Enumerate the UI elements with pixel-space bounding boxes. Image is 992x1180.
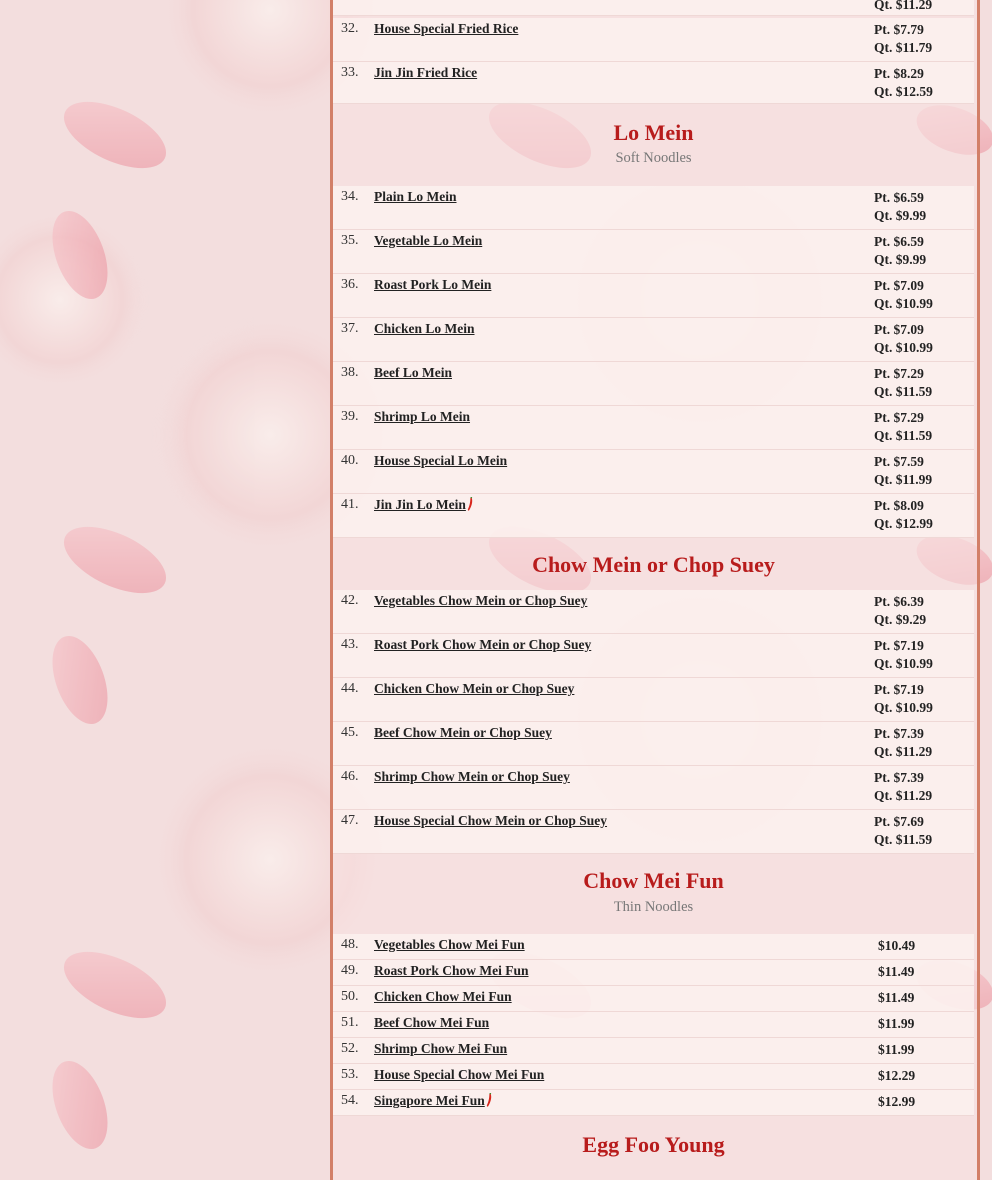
- section-header-egg-foo-young: [333, 1116, 974, 1176]
- menu-item-row: [333, 1064, 974, 1090]
- item-number: 51.: [341, 1015, 359, 1030]
- item-name-text: Roast Pork Chow Mein or Chop Suey: [374, 637, 592, 652]
- menu-item-row: [333, 62, 974, 104]
- menu-item-row: [333, 722, 974, 766]
- item-price-quart: Qt. $11.59: [874, 832, 933, 847]
- item-name-link[interactable]: [374, 769, 570, 785]
- item-number: 37.: [341, 321, 359, 336]
- item-name-text: Roast Pork Lo Mein: [374, 277, 492, 292]
- item-price-quart: Qt. $9.99: [874, 252, 927, 267]
- item-price-pint: Pt. $7.39: [874, 770, 924, 785]
- item-price-pint: Pt. $7.09: [874, 278, 924, 293]
- menu-item-row: [333, 934, 974, 960]
- item-price-pint: Pt. $6.59: [874, 234, 924, 249]
- item-number: 36.: [341, 277, 359, 292]
- item-name-link[interactable]: [374, 637, 591, 653]
- item-number: 32.: [341, 21, 359, 36]
- section-header-chow-mei-fun: [333, 854, 974, 934]
- item-number: 48.: [341, 937, 359, 952]
- menu-item-row: [333, 186, 974, 230]
- section-title: Lo Mein: [613, 120, 694, 145]
- section-subtitle: Soft Noodles: [615, 150, 692, 166]
- item-name-link[interactable]: [374, 1041, 507, 1057]
- item-price-pint: Pt. $7.79: [874, 22, 924, 37]
- menu-item-row: [333, 494, 974, 538]
- item-price: $11.49: [878, 990, 915, 1005]
- item-price: [874, 189, 926, 225]
- menu-item-row: [333, 810, 974, 854]
- item-number: 41.: [341, 497, 359, 512]
- menu-list: [333, 0, 974, 1176]
- section-title: Egg Foo Young: [582, 1132, 725, 1157]
- item-price-pint: Pt. $7.29: [874, 366, 924, 381]
- item-number: 54.: [341, 1093, 359, 1108]
- menu-item-row: [333, 986, 974, 1012]
- item-name-text: Jin Jin Lo Mein: [374, 497, 466, 512]
- item-number: 52.: [341, 1041, 359, 1056]
- item-name-link[interactable]: [374, 681, 574, 697]
- item-price: [874, 725, 932, 761]
- section-title: Chow Mein or Chop Suey: [532, 552, 775, 577]
- item-number: 53.: [341, 1067, 359, 1082]
- menu-item-row: [333, 406, 974, 450]
- item-number: 50.: [341, 989, 359, 1004]
- item-name-link[interactable]: [374, 277, 491, 293]
- item-name-text: Vegetables Chow Mei Fun: [374, 937, 525, 952]
- item-price: $11.99: [878, 1016, 915, 1031]
- menu-item-row: [333, 318, 974, 362]
- item-price: $10.49: [878, 938, 916, 953]
- item-number: 42.: [341, 593, 359, 608]
- item-price-quart: Qt. $10.99: [874, 700, 933, 715]
- item-price-pint: Pt. $7.69: [874, 814, 924, 829]
- item-number: 46.: [341, 769, 359, 784]
- item-name-link[interactable]: [374, 813, 607, 829]
- item-name-link[interactable]: [374, 963, 529, 979]
- item-price: [874, 769, 932, 805]
- item-price-pint: Pt. $7.39: [874, 726, 924, 741]
- item-name-text: House Special Chow Mei Fun: [374, 1067, 545, 1082]
- item-number: 33.: [341, 65, 359, 80]
- item-price-pint: Pt. $6.59: [874, 190, 924, 205]
- item-number: 45.: [341, 725, 359, 740]
- item-price: [874, 813, 932, 849]
- item-name-text: Vegetable Lo Mein: [374, 233, 483, 248]
- section-title: Chow Mei Fun: [583, 868, 724, 893]
- item-name-text: House Special Lo Mein: [374, 453, 508, 468]
- item-name-text: Beef Chow Mei Fun: [374, 1015, 490, 1030]
- item-name-text: Vegetables Chow Mein or Chop Suey: [374, 593, 588, 608]
- item-price: [874, 593, 926, 629]
- item-name-link[interactable]: [374, 453, 507, 469]
- item-price-quart: Qt. $11.29: [874, 744, 933, 759]
- item-price: [874, 637, 933, 673]
- item-number: 47.: [341, 813, 359, 828]
- item-price-pint: Pt. $7.19: [874, 638, 924, 653]
- item-price-quart: Qt. $11.59: [874, 384, 933, 399]
- item-name-link[interactable]: [374, 497, 473, 513]
- menu-item-row: [333, 960, 974, 986]
- item-name-text: Roast Pork Chow Mei Fun: [374, 963, 529, 978]
- item-name-text: House Special Chow Mein or Chop Suey: [374, 813, 608, 828]
- menu-item-row: [333, 0, 974, 16]
- item-name-link[interactable]: [374, 233, 482, 249]
- menu-item-row: [333, 1090, 974, 1116]
- item-name-text: Shrimp Chow Mein or Chop Suey: [374, 769, 570, 784]
- item-name-link[interactable]: [374, 189, 457, 205]
- hot-spicy-icon: [486, 1093, 492, 1107]
- item-price: [874, 233, 926, 269]
- item-name-link[interactable]: House Special Fried Rice: [374, 21, 519, 36]
- item-name-link[interactable]: [374, 937, 525, 953]
- item-price-quart: Qt. $10.99: [874, 656, 933, 671]
- item-name-text: Plain Lo Mein: [374, 189, 457, 204]
- item-price: [874, 321, 933, 357]
- item-name-text: Chicken Lo Mein: [374, 321, 475, 336]
- item-number: 43.: [341, 637, 359, 652]
- item-price-quart: Qt. $9.99: [874, 208, 927, 223]
- item-price-quart: Qt. $9.29: [874, 612, 927, 627]
- item-name-text: Beef Chow Mein or Chop Suey: [374, 725, 552, 740]
- item-number: 44.: [341, 681, 359, 696]
- item-price: $11.49: [878, 964, 915, 979]
- item-price: [874, 365, 932, 401]
- section-header-chow-mein: [333, 538, 974, 590]
- item-name-text: Chicken Chow Mei Fun: [374, 989, 512, 1004]
- item-name-link[interactable]: Jin Jin Fried Rice: [374, 65, 478, 80]
- item-name-link[interactable]: [374, 725, 552, 741]
- item-price: $12.99: [878, 1094, 916, 1109]
- menu-item-row: [333, 678, 974, 722]
- item-price: $12.29: [878, 1068, 916, 1083]
- item-number: 34.: [341, 189, 359, 204]
- item-number: 35.: [341, 233, 359, 248]
- item-price-quart: Qt. $10.99: [874, 296, 933, 311]
- item-name-link[interactable]: [374, 1015, 489, 1031]
- item-price: [874, 453, 932, 489]
- menu-item-row: [333, 1012, 974, 1038]
- menu-item-row: [333, 18, 974, 62]
- item-name-link[interactable]: [374, 365, 452, 381]
- menu-item-row: [333, 230, 974, 274]
- item-number: 38.: [341, 365, 359, 380]
- item-name-link[interactable]: [374, 1067, 544, 1083]
- item-price-pint: Pt. $7.19: [874, 682, 924, 697]
- item-name-text: Shrimp Lo Mein: [374, 409, 471, 424]
- menu-item-row: [333, 634, 974, 678]
- item-price-quart: Qt. $12.59: [874, 84, 933, 99]
- item-price-quart: Qt. $11.29: [874, 788, 933, 803]
- item-price-quart: Qt. $12.99: [874, 516, 933, 531]
- item-price-pint: Pt. $7.29: [874, 410, 924, 425]
- item-price-pint: Pt. $8.09: [874, 498, 924, 513]
- menu-item-row: [333, 362, 974, 406]
- item-price-quart: Qt. $11.59: [874, 428, 933, 443]
- item-price: [874, 21, 932, 57]
- item-number: 39.: [341, 409, 359, 424]
- menu-item-row: [333, 766, 974, 810]
- item-name-text: Singapore Mei Fun: [374, 1093, 485, 1108]
- menu-item-row: [333, 1038, 974, 1064]
- item-price: [874, 409, 932, 445]
- item-price-quart: Qt. $10.99: [874, 340, 933, 355]
- menu-item-row: [333, 450, 974, 494]
- item-number: 40.: [341, 453, 359, 468]
- item-name-link[interactable]: [374, 989, 512, 1005]
- section-header-lo-mein: [333, 104, 974, 186]
- item-price-quart: Qt. $11.29: [874, 0, 933, 12]
- item-price-quart: Qt. $11.79: [874, 40, 933, 55]
- hot-spicy-icon: [467, 497, 473, 511]
- item-name-link[interactable]: [374, 593, 587, 609]
- item-price: [874, 65, 933, 101]
- item-price-quart: Qt. $11.99: [874, 472, 933, 487]
- item-price-pint: Pt. $6.39: [874, 594, 924, 609]
- item-price-pint: Pt. $7.09: [874, 322, 924, 337]
- item-name-text: Shrimp Chow Mei Fun: [374, 1041, 508, 1056]
- item-name-link[interactable]: [374, 409, 470, 425]
- item-name-link[interactable]: [374, 1093, 492, 1109]
- item-number: 49.: [341, 963, 359, 978]
- item-price-pint: Pt. $7.59: [874, 454, 924, 469]
- item-price-pint: Pt. $8.29: [874, 66, 924, 81]
- item-price: [874, 681, 933, 717]
- menu-item-row: [333, 590, 974, 634]
- item-name-link[interactable]: [374, 321, 475, 337]
- menu-item-row: [333, 274, 974, 318]
- section-subtitle: Thin Noodles: [613, 899, 694, 915]
- item-price: [874, 277, 933, 313]
- item-name-text: Beef Lo Mein: [374, 365, 452, 380]
- item-name-text: Chicken Chow Mein or Chop Suey: [374, 681, 575, 696]
- item-price: $11.99: [878, 1042, 915, 1057]
- item-price: [874, 497, 933, 533]
